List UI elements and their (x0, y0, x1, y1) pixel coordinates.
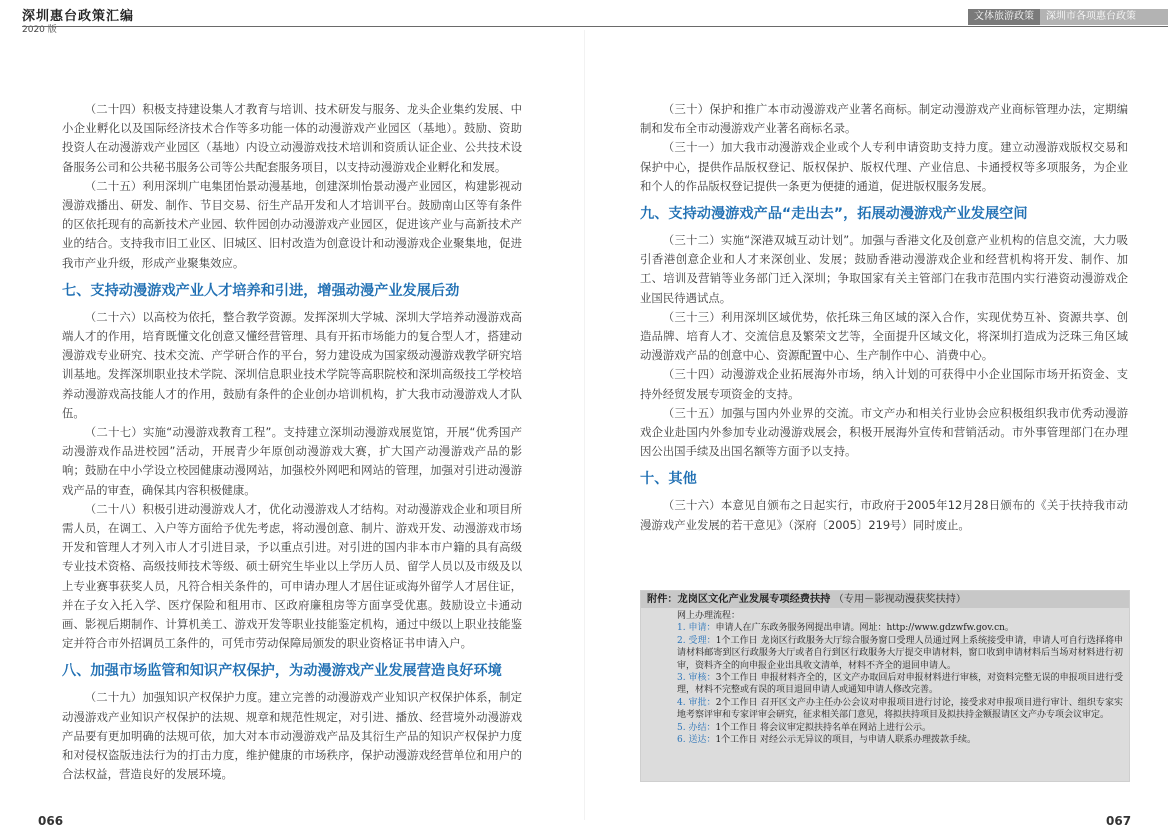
annex-step-apply (677, 622, 1123, 634)
left-page-body (62, 100, 522, 785)
page-gutter (584, 30, 585, 820)
annex-body (641, 608, 1129, 746)
paragraph-25: （二十五）利用深圳广电集团怡景动漫基地，创建深圳怡景动漫产业园区，构建影视动漫游戏播出、研发、制作、节目交易、衍生产品开发和人才培训平台。鼓励南山区等有条件的区依托现有的高新技术产业园、软件园创办动漫游戏产业园区，促进该产业与高新技术产业的结合。支持我市旧工业区、旧城区、旧村改造为创意设计和动漫游戏企业聚集地，促进我市产业升级，形成产业聚集效应。 (62, 178, 522, 270)
paragraph-33: （三十三）利用深圳区域优势，依托珠三角区域的深入合作，实现优势互补、资源共享、创造品牌、培育人才、交流信息及繁荣文艺等，全面提升区域文化，将深圳打造成为泛珠三角区域动漫游戏产品的创意中心、资源配置中心、生产制作中心、消费中心。 (640, 309, 1128, 363)
annex-title: 附件：龙岗区文化产业发展专项经费扶持 (647, 594, 831, 605)
paragraph-34: （三十四）动漫游戏企业拓展海外市场，纳入计划的可获得中小企业国际市场开拓资金、支持外经贸发展专项资金的支持。 (640, 367, 1128, 401)
annex-intro: 网上办理流程： (677, 611, 741, 621)
annex-box (640, 590, 1130, 782)
annex-step-text: 2个工作日 召开区文产办主任办公会议对申报项目进行讨论，接受求对申报项目进行审计、组织专家实地考察评审和专家评审会研究，征求相关部门意见，将拟扶持项目及拟扶持金额报请区文产办专项会议审定。 (677, 697, 1124, 721)
annex-step-deliver (677, 734, 1123, 746)
paragraph-32: （三十二）实施“深港双城互动计划”。加强与香港文化及创意产业机构的信息交流，大力吸引香港创意企业和人才来深创业、发展；鼓励香港动漫游戏企业和经营机构将开发、制作、加工、培训及营销等业务部门迁入深圳；争取国家有关主管部门在我市范围内实行港资动漫游戏企业国民待遇试点。 (640, 233, 1128, 305)
annex-step-text: 1个工作日 龙岗区行政服务大厅综合服务窗口受理人员通过网上系统接受申请，申请人可自行选择将申请材料邮寄到区行政服务大厅或者自行到区行政服务大厅提交申请材料，窗口收到申请材料后当场对材料进行初审，资料齐全的向申报企业出具收文清单，材料不齐全的退回申请人。 (677, 635, 1124, 671)
annex-step-text: 1个工作日 对经公示无异议的项目，与申请人联系办理拨款手续。 (715, 735, 977, 746)
section-tab-shenzhen-policies: 深圳市各项惠台政策 (1040, 9, 1168, 25)
annex-step-approve (677, 697, 1123, 722)
annex-step-label: 5. 办结： (677, 722, 716, 733)
paragraph-26: （二十六）以高校为依托，整合教学资源。发挥深圳大学城、深圳大学培养动漫游戏高端人才的作用，培育既懂文化创意又懂经营管理、具有开拓市场能力的复合型人才，搭建动漫游戏专业研究、技术交流、产学研合作的平台，努力建设成为国家级动漫游戏教学研究培训基地。发挥深圳职业技术学院、深圳信息职业技术学院等高职院校和深圳高级技工学校培养动漫游戏高技能人才的作用，鼓励有条件的企业创办培训机构，扩大我市动漫游戏人才队伍。 (62, 309, 522, 420)
book-title: 深圳惠台政策汇编 (22, 9, 135, 24)
right-page-body (640, 100, 1128, 535)
section-heading-8: 八、加强市场监管和知识产权保护，为动漫游戏产业发展营造良好环境 (62, 663, 502, 680)
annex-step-review (677, 672, 1123, 697)
paragraph-30: （三十）保护和推广本市动漫游戏产业著名商标。制定动漫游戏产业商标管理办法，定期编制和发布全市动漫游戏产业著名商标名录。 (640, 102, 1128, 136)
section-heading-10: 十、其他 (640, 471, 697, 488)
header-tabs (968, 9, 1168, 25)
paragraph-35: （三十五）加强与国内外业界的交流。市文产办和相关行业协会应积极组织我市优秀动漫游戏企业赴国内外参加专业动漫游戏展会，积极开展海外宣传和营销活动。市外事管理部门在办理因公出国手续及出国名额等方面予以支持。 (640, 405, 1128, 459)
section-tab-culture-tourism: 文体旅游政策 (968, 9, 1040, 25)
paragraph-28: （二十八）积极引进动漫游戏人才，优化动漫游戏人才结构。对动漫游戏企业和项目所需人员，在调工、入户等方面给予优先考虑，将动漫创意、制片、游戏开发、动漫游戏市场开发和管理人才列入市人才引进目录，予以重点引进。对引进的国内非本市户籍的具有高级专业技术资格、高级技师技术等级、硕士研究生毕业以上学历人员、留学人员以及市级及以上专业赛事获奖人员，凡符合相关条件的，可申请办理人才居住证或海外留学人才居住证，并在子女入托入学、医疗保险和租用市、区政府廉租房等方面享受优惠。鼓励设立卡通动画、影视后期制作、计算机美工、游戏开发等职业技能鉴定机构，通过中级以上职业技能鉴定并符合市外招调员工条件的，可凭市劳动保障局颁发的职业资格证书申请入户。 (62, 501, 522, 651)
paragraph-36: （三十六）本意见自颁布之日起实行，市政府于2005年12月28日颁布的《关于扶持我市动漫游戏产业发展的若干意见》（深府〔2005〕219号）同时废止。 (640, 498, 1128, 532)
annex-step-accept (677, 635, 1123, 672)
annex-step-label: 6. 送达： (677, 735, 716, 746)
header-rule (22, 26, 1168, 27)
page-number-right: 067 (1106, 814, 1132, 828)
annex-step-label: 2. 受理： (677, 635, 716, 646)
annex-step-text: 1个工作日 将会议审定拟扶持名单在网站上进行公示。 (715, 722, 932, 733)
annex-step-text: 申请人在广东政务服务网提出申请。网址：http://www.gdzwfw.gov.cn。 (715, 623, 1014, 634)
header-left (22, 9, 134, 36)
section-heading-7: 七、支持动漫游戏产业人才培养和引进，增强动漫产业发展后劲 (62, 282, 460, 299)
paragraph-27: （二十七）实施“动漫游戏教育工程”。支持建立深圳动漫游戏展览馆，开展“优秀国产动漫游戏作品进校园”活动，开展青少年原创动漫游戏大赛，扩大国产动漫游戏产品的影响；鼓励在中小学设立校园健康动漫网站，加强校外网吧和网站的管理，加强对引进动漫游戏产品的审查，确保其内容积极健康。 (62, 425, 522, 497)
book-edition: 2020 版 (22, 25, 57, 35)
annex-step-label: 4. 审批： (677, 697, 716, 708)
paragraph-31: （三十一）加大我市动漫游戏企业或个人专利申请资助支持力度。建立动漫游戏版权交易和保护中心，提供作品版权登记、版权保护、版权代理、产业信息、卡通授权等多项服务，为企业和个人的作品版权登记提供一条更为便捷的通道，促进版权服务发展。 (640, 140, 1128, 193)
paragraph-29: （二十九）加强知识产权保护力度。建立完善的动漫游戏产业知识产权保护体系，制定动漫游戏产业知识产权保护的法规、规章和规范性规定，对引进、播放、经营境外动漫游戏产品要有更加明确的法规可依，加大对本市动漫游戏产品及其衍生产品的知识产权保护力度和对侵权盗版违法行为的打击力度，维护健康的市场秩序，保护动漫游戏经营单位和用户的合法权益，营造良好的发展环境。 (62, 690, 522, 782)
annex-step-label: 3. 审核： (677, 673, 716, 684)
paragraph-24: （二十四）积极支持建设集人才教育与培训、技术研发与服务、龙头企业集约发展、中小企业孵化以及国际经济技术合作等多功能一体的动漫游戏产业园区（基地）。鼓励、资助投资人在动漫游戏产业园区（基地）内设立动漫游戏技术培训和资质认证企业、公共技术设备服务公司和公共秘书服务公司等公共配套服务项目，以支持动漫游戏企业孵化和发展。 (62, 102, 522, 174)
section-heading-9: 九、支持动漫游戏产品“走出去”，拓展动漫游戏产业发展空间 (640, 206, 1028, 223)
annex-header (641, 591, 1129, 608)
page-number-left: 066 (38, 814, 64, 828)
annex-step-label: 1. 申请： (677, 623, 716, 634)
annex-step-text: 3个工作日 申报材料齐全的，区文产办取回后对申报材料进行审核，对资料完整无误的申报项目进行受理，材料不完整或有误的项目退回申请人或通知申请人修改完善。 (677, 673, 1124, 696)
annex-subtitle: （专用－影视动漫获奖扶持） (833, 594, 967, 605)
annex-step-complete (677, 722, 1123, 734)
